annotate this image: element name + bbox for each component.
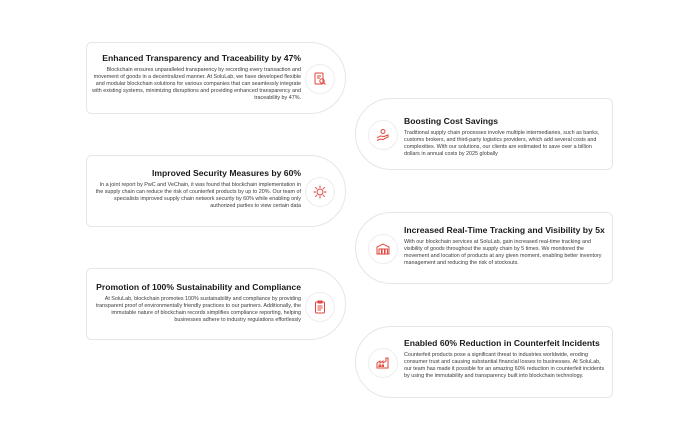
- card-title: Improved Security Measures by 60%: [151, 168, 301, 178]
- card-counterfeit: [355, 326, 613, 398]
- card-cost-savings: [355, 98, 613, 170]
- document-search-icon: [305, 64, 335, 94]
- card-text: Traditional supply chain processes involve multiple intermediaries, such as banks, customs brokers, and third-party logistics providers, which add several costs and complexities. With our solutions, our clients are estimated to save over a billion dollars in annual costs by 2025 globally: [404, 130, 600, 158]
- card-text: With our blockchain services at SoluLab, gain increased real-time tracking and visibility of goods throughout the supply chain by 5 times. We monitored the movement and location of products at any given moment, enabling better inventory management and reducing the risk of stockouts.: [404, 239, 602, 267]
- card-title: Increased Real-Time Tracking and Visibility by 5x: [404, 225, 605, 235]
- card-text: Counterfeit products pose a significant threat to industries worldwide, eroding consumer trust and causing substantial financial losses to businesses. At SoluLab, our team has made it possible for an amazing 60% reduction in counterfeit incidents by using the immutability and transparency built into blockchain technology.: [404, 352, 605, 380]
- factory-icon: [368, 348, 398, 378]
- card-text: At SoluLab, blockchain promotes 100% sustainability and compliance by providing transparent proof of environmentally friendly practices to our partners. Additionally, the immutable nature of blockchain records simplifies compliance reporting, helping businesses adhere to industry regulations effortlessly: [95, 296, 301, 324]
- card-title: Boosting Cost Savings: [404, 116, 499, 126]
- card-tracking: [355, 212, 613, 284]
- card-text: Blockchain ensures unparalleled transparency by recording every transaction and movement of goods in a decentralized manner. At SoluLab, we have developed flexible and modular blockchain solutions for various companies that can seamlessly integrate with existing systems, minimizing disruptions and providing enhanced transparency and traceability by 47%.: [92, 67, 301, 102]
- security-gear-icon: [305, 177, 335, 207]
- card-transparency: [86, 42, 346, 114]
- card-text: In a joint report by PwC and VeChain, it was found that blockchain implementation in the supply chain can reduce the risk of counterfeit products by up to 20%. Our team of specialists improved supply chain network security by 60% while enabling only authorized parties to view certain data: [95, 182, 301, 210]
- card-title: Enabled 60% Reduction in Counterfeit Incidents: [404, 338, 600, 348]
- card-security: [86, 155, 346, 227]
- hand-coin-icon: [368, 120, 398, 150]
- card-sustainability: [86, 268, 346, 340]
- card-title: Promotion of 100% Sustainability and Compliance: [96, 282, 301, 292]
- clipboard-list-icon: [305, 292, 335, 322]
- card-title: Enhanced Transparency and Traceability by 47%: [102, 53, 301, 63]
- warehouse-icon: [368, 234, 398, 264]
